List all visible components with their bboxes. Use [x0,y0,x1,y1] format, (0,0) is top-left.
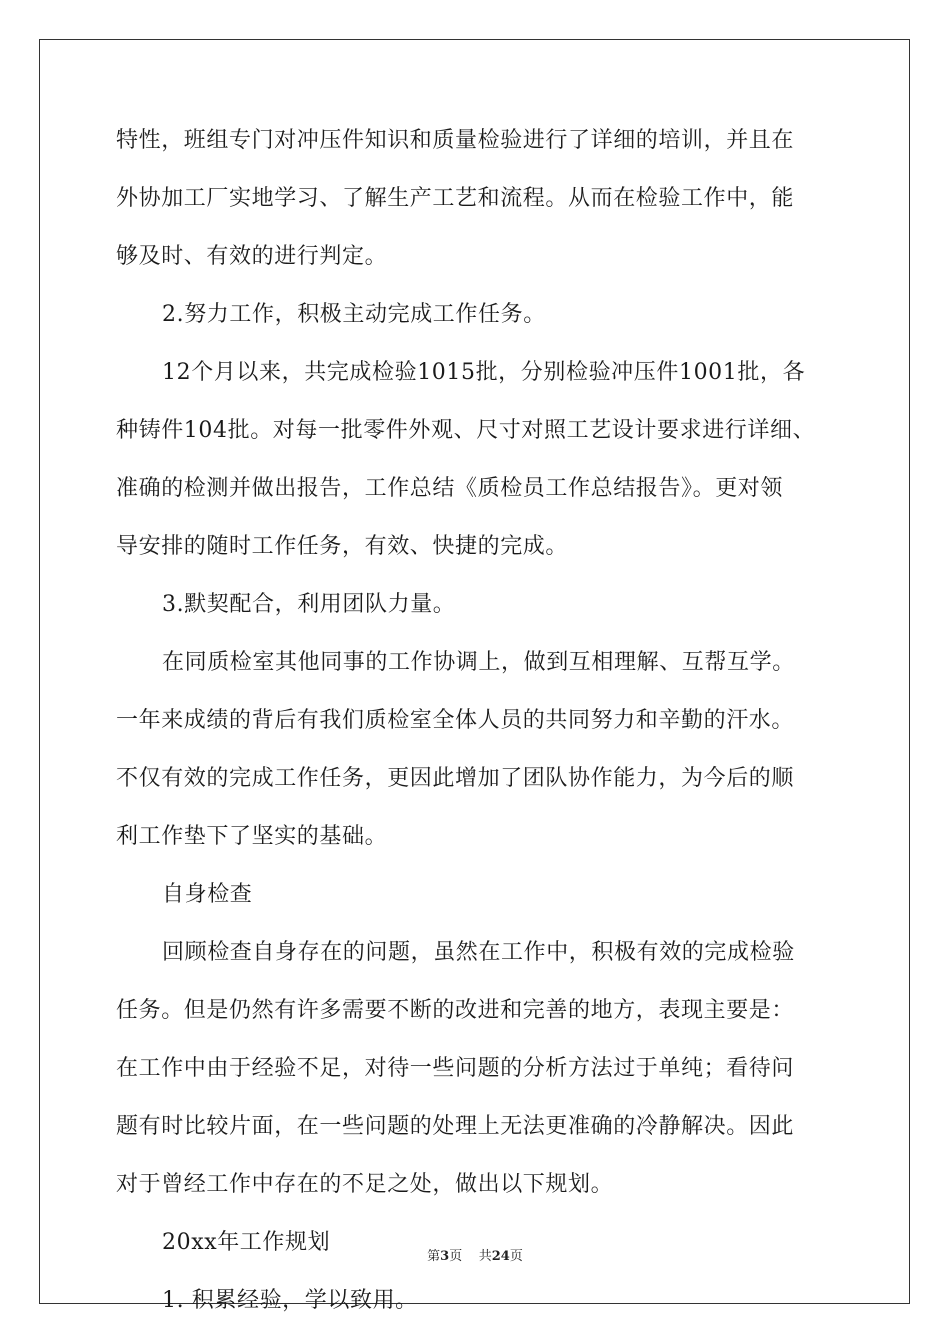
total-pages: 24 [491,1249,510,1264]
total-unit: 页 [509,1249,523,1264]
text-line: 特性，班组专门对冲压件知识和质量检验进行了详细的培训，并且在 [116,128,795,153]
section-heading-self-check: 自身检查 [162,882,253,907]
section-heading-item-2: 2.努力工作，积极主动完成工作任务。 [162,302,546,327]
text-line: 不仅有效的完成工作任务，更因此增加了团队协作能力，为今后的顺 [116,766,795,791]
page-number: 3 [440,1249,450,1264]
text-line: 在同质检室其他同事的工作协调上，做到互相理解、互帮互学。 [162,650,795,675]
text-line: 准确的检测并做出报告，工作总结《质检员工作总结报告》。更对领 [116,476,784,501]
text-line: 够及时、有效的进行判定。 [116,244,388,269]
text-line: 对于曾经工作中存在的不足之处，做出以下规划。 [116,1172,614,1197]
text-line: 导安排的随时工作任务，有效、快捷的完成。 [116,534,569,559]
total-prefix: 共 [478,1249,492,1264]
section-heading-item-1: 1. 积累经验，学以致用。 [162,1288,418,1313]
text-line: 12个月以来，共完成检验1015批，分别检验冲压件1001批，各 [162,360,806,385]
page-footer [0,1248,950,1266]
page-unit: 页 [449,1249,463,1264]
page-prefix: 第 [427,1249,441,1264]
text-line: 一年来成绩的背后有我们质检室全体人员的共同努力和辛勤的汗水。 [116,708,795,733]
section-heading-item-3: 3.默契配合，利用团队力量。 [162,592,456,617]
text-line: 利工作垫下了坚实的基础。 [116,824,388,849]
text-line: 外协加工厂实地学习、了解生产工艺和流程。从而在检验工作中，能 [116,186,795,211]
text-line: 在工作中由于经验不足，对待一些问题的分析方法过于单纯；看待问 [116,1056,795,1081]
text-line: 回顾检查自身存在的问题，虽然在工作中，积极有效的完成检验 [162,940,795,965]
text-line: 题有时比较片面，在一些问题的处理上无法更准确的冷静解决。因此 [116,1114,795,1139]
section-heading-work-plan: 20xx年工作规划 [162,1230,331,1255]
text-line: 种铸件104批。对每一批零件外观、尺寸对照工艺设计要求进行详细、 [116,418,816,443]
text-line: 任务。但是仍然有许多需要不断的改进和完善的地方，表现主要是： [116,998,795,1023]
